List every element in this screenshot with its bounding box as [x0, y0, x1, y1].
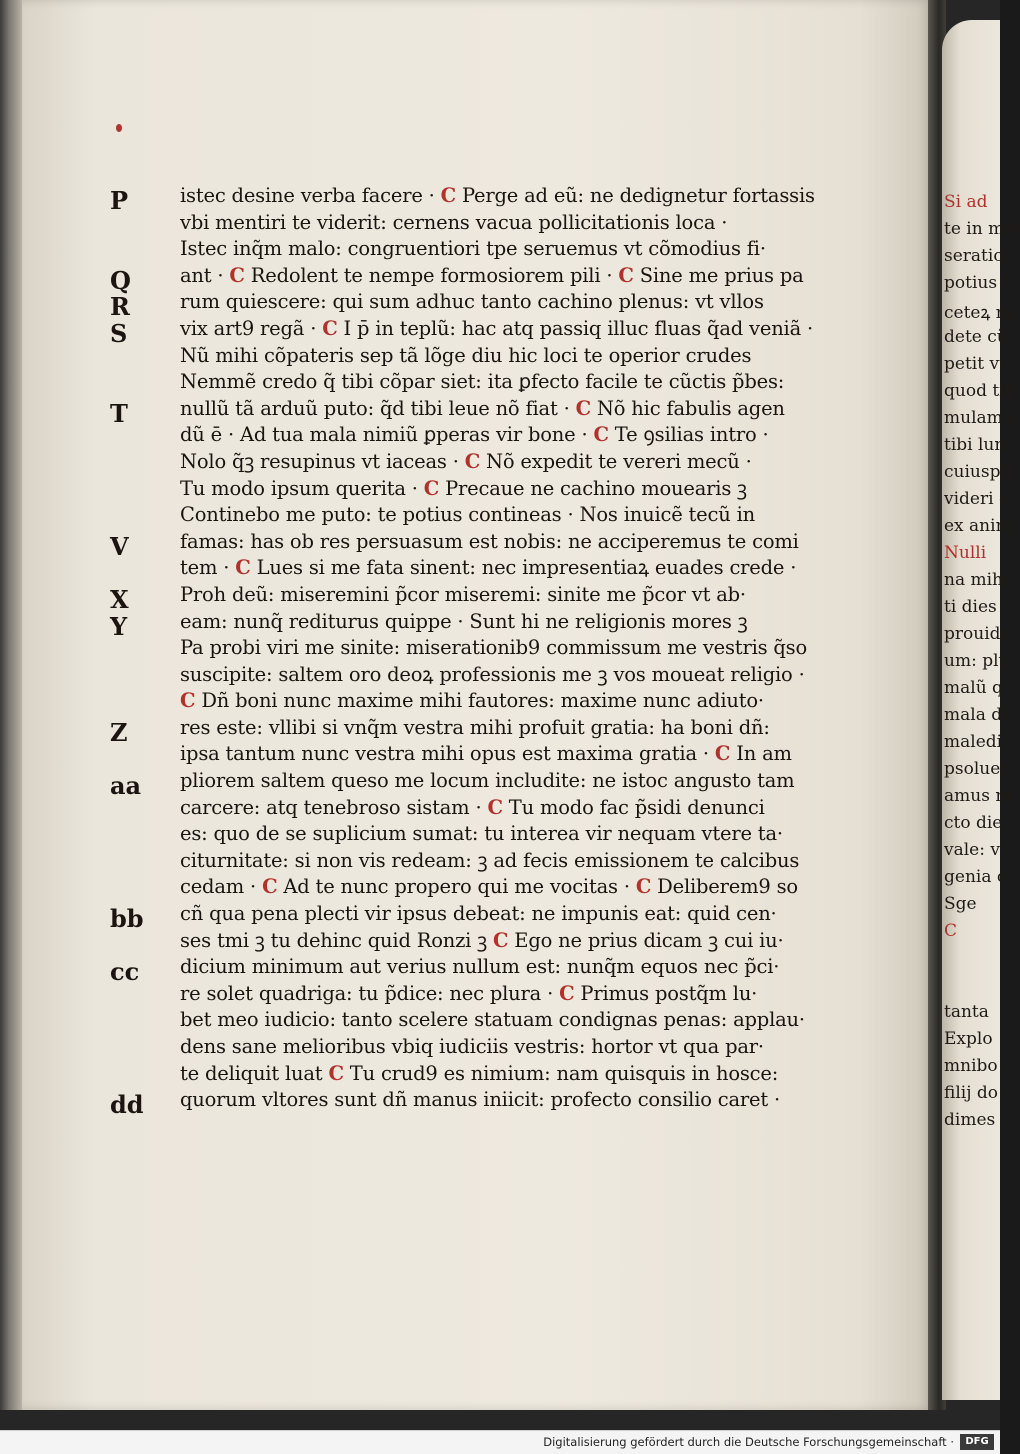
rubric-mark: C	[423, 476, 440, 500]
margin-letter: dd	[110, 1090, 144, 1120]
text-line	[180, 1007, 855, 1034]
text-line	[180, 954, 855, 981]
facing-page-fragment: mulam c	[944, 408, 1018, 428]
text-line	[180, 901, 855, 928]
text-segment: ant ·	[180, 263, 230, 287]
rubric-mark: C	[235, 556, 251, 580]
text-line	[180, 210, 855, 237]
footer-bar	[0, 1430, 1000, 1454]
text-segment: I p̄ in teplũ: hac atq passiq illuc fluas q̃ad veniã ·	[337, 316, 814, 340]
facing-page-fragment: quod tib	[944, 381, 1016, 401]
text-line	[180, 874, 855, 901]
text-segment: Sine me prius pa	[633, 263, 804, 287]
text-segment: In am	[730, 742, 792, 766]
main-text-block	[180, 183, 855, 1114]
rubric-mark: C	[322, 316, 338, 340]
text-segment: famas: has ob res persuasum est nobis: ne acciperemus te comi	[180, 529, 799, 553]
text-segment: eam: nunq̃ rediturus quippe · Sunt hi ne religionis mores ꝫ	[180, 609, 748, 633]
text-segment: istec desine verba facere ·	[180, 184, 441, 207]
rubric-mark: C	[559, 981, 575, 1005]
text-line	[180, 635, 855, 662]
text-line	[180, 981, 855, 1008]
rubric-mark: C	[487, 795, 503, 819]
margin-letter: bb	[110, 904, 144, 934]
margin-letter: R	[110, 292, 130, 322]
facing-page-fragment: dete cũ	[944, 327, 1008, 347]
margin-letter: Y	[110, 611, 128, 641]
text-segment: Te ꝯsilias intro ·	[608, 423, 769, 447]
text-segment: Lues si me fata sinent: nec impresentiaꝝ euades crede ·	[250, 556, 797, 580]
facing-page-fragment: seratio:	[944, 246, 1010, 266]
facing-page-fragment: genia c	[944, 867, 1007, 887]
text-segment: dicium minimum aut verius nullum est: nunq̃m equos nec p̃ci·	[180, 955, 780, 979]
rubric-mark: C	[464, 449, 481, 473]
text-segment: bet meo iudicio: tanto scelere statuam condignas penas: applau·	[180, 1008, 805, 1032]
text-line	[180, 715, 855, 742]
text-segment: rum quiescere: qui sum adhuc tanto cachino plenus: vt vllos	[180, 290, 764, 314]
text-line	[180, 236, 855, 263]
text-line	[180, 369, 855, 396]
facing-page-fragment: vale: v	[944, 840, 1000, 860]
margin-letter: S	[110, 319, 128, 348]
text-line	[180, 662, 855, 689]
text-line	[180, 1034, 855, 1061]
facing-page-fragment: amus m	[944, 786, 1012, 806]
text-segment: Deliberem9 so	[651, 875, 798, 899]
facing-page-fragment: Nulli	[944, 543, 987, 563]
facing-page-fragment: cuiuspia	[944, 462, 1017, 482]
facing-page-edge	[942, 20, 1020, 1400]
text-segment: Ad te nunc propero qui me vocitas ·	[277, 875, 636, 899]
margin-letter: Q	[110, 265, 131, 295]
rubric-mark: C	[440, 184, 456, 207]
text-line	[180, 396, 855, 423]
facing-page-fragment: potius f	[944, 273, 1009, 293]
red-ink-mark	[116, 124, 122, 132]
facing-page-fragment: mnibo	[944, 1056, 998, 1076]
text-line	[180, 449, 855, 476]
book-edge	[0, 0, 22, 1410]
text-segment: Tu crud9 es nimium: nam quisquis in hosce:	[343, 1061, 779, 1085]
facing-page-fragment: prouide	[944, 624, 1011, 644]
text-line	[180, 582, 855, 609]
text-segment: Redolent te nempe formosiorem pili ·	[244, 263, 619, 287]
text-segment: Nõ expedit te vereri mecũ ·	[480, 449, 752, 473]
text-segment: ses tmi ꝫ tu dehinc quid Ronzi ꝫ	[180, 928, 493, 952]
footer-credit: Digitalisierung gefördert durch die Deutsche Forschungsgemeinschaft ·	[543, 1435, 954, 1449]
text-segment: citurnitate: si non vis redeam: ꝫ ad fecis emissionem te calcibus	[180, 848, 800, 872]
rubric-mark: C	[593, 423, 609, 447]
facing-page-fragment: Si ad	[944, 192, 988, 212]
margin-letter: V	[110, 531, 129, 561]
text-segment: re solet quadriga: tu p̃dice: nec plura ·	[180, 981, 560, 1005]
dfg-logo: DFG	[960, 1434, 994, 1450]
facing-page-fragment: ex anim	[944, 516, 1012, 536]
margin-letter: X	[110, 585, 129, 614]
text-segment: cedam ·	[180, 875, 263, 899]
rubric-mark: C	[714, 742, 731, 766]
facing-page-fragment: Explo	[944, 1029, 993, 1049]
facing-page-fragment: dimes	[944, 1110, 996, 1130]
text-segment: Nolo q̃ꝫ resupinus vt iaceas ·	[180, 449, 465, 473]
text-line	[180, 741, 855, 768]
text-segment: nullũ tã arduũ puto: q̃d tibi leue nõ fiat ·	[180, 396, 576, 420]
text-segment: Nũ mihi cõpateris sep tã lõge diu hic loci te operior crudes	[180, 343, 752, 367]
facing-page-fragment: psoluer	[944, 759, 1009, 779]
rubric-mark: C	[229, 263, 245, 287]
text-segment: Tu modo ipsum querita ·	[180, 476, 424, 500]
text-segment: Perge ad eũ: ne dedignetur fortassis	[455, 184, 815, 207]
text-line	[180, 1061, 855, 1088]
text-segment: Nõ hic fabulis agen	[590, 396, 785, 420]
rubric-mark: C	[492, 928, 509, 952]
text-segment: suscipite: saltem oro deoꝝ professionis me ꝫ vos moueat religio ·	[180, 662, 805, 686]
text-line	[180, 768, 855, 795]
margin-letter: cc	[110, 957, 140, 987]
rubric-mark: C	[618, 263, 634, 287]
facing-page-fragment: te in mal	[944, 219, 1020, 239]
text-line	[180, 529, 855, 556]
facing-page-fragment: um: plu	[944, 651, 1010, 671]
text-segment: Proh deũ: miseremini p̃cor miseremi: sinite me p̃cor vt ab·	[180, 582, 746, 606]
rubric-mark: C	[575, 396, 591, 420]
text-line	[180, 688, 855, 715]
facing-page-fragment: ti dies	[944, 597, 997, 617]
rubric-mark: C	[180, 689, 196, 713]
facing-page-fragment: C	[944, 921, 958, 941]
facing-page-fragment: mala di	[944, 705, 1008, 725]
margin-letter: aa	[110, 771, 142, 801]
text-segment: Dñ boni nunc maxime mihi fautores: maxime nunc adiuto·	[195, 689, 764, 713]
text-line	[180, 183, 855, 210]
facing-page-fragment: petit vt	[944, 354, 1006, 374]
text-segment: cñ qua pena plecti vir ipsus debeat: ne impunis eat: quid cen·	[180, 902, 777, 926]
text-line	[180, 476, 855, 503]
text-line	[180, 609, 855, 636]
margin-letter: T	[110, 398, 128, 428]
text-segment: es: quo de se suplicium sumat: tu interea vir nequam vtere ta·	[180, 822, 783, 846]
facing-page-fragment: cto die	[944, 813, 1003, 833]
text-segment: Istec inq̃m malo: congruentiori tpe seruemus vt cõmodius fi·	[180, 237, 766, 261]
text-line	[180, 1087, 855, 1114]
margin-letter: Z	[110, 718, 128, 747]
facing-page-fragment: tanta	[944, 1002, 989, 1022]
text-segment: ipsa tantum nunc vestra mihi opus est maxima gratia ·	[180, 742, 715, 766]
text-line	[180, 848, 855, 875]
text-segment: Ego ne prius dicam ꝫ cui iu·	[508, 928, 784, 952]
text-line	[180, 795, 855, 822]
text-segment: dens sane melioribus vbiq iudiciis vestris: hortor vt qua par·	[180, 1035, 764, 1058]
text-line	[180, 316, 855, 343]
text-segment: dũ ē · Ad tua mala nimiũ ꝑperas vir bone ·	[180, 423, 594, 447]
text-line	[180, 422, 855, 449]
text-line	[180, 263, 855, 290]
margin-letter: P	[110, 186, 129, 215]
facing-page-fragment: filij do	[944, 1083, 999, 1103]
facing-page-fragment: ceteꝝ re	[944, 303, 1014, 323]
text-line	[180, 821, 855, 848]
text-line	[180, 289, 855, 316]
text-line	[180, 343, 855, 370]
text-segment: quorum vltores sunt dñ manus iniicit: profecto consilio caret ·	[180, 1088, 781, 1112]
text-segment: pliorem saltem queso me locum includite: ne istoc angusto tam	[180, 769, 795, 793]
text-line	[180, 928, 855, 955]
text-segment: Pa probi viri me sinite: miserationib9 commissum me vestris q̃so	[180, 636, 808, 660]
facing-page-fragment: tibi lum	[944, 435, 1011, 455]
text-segment: Tu modo fac p̃sidi denunci	[502, 795, 765, 819]
facing-page-fragment: Sge	[944, 894, 977, 914]
text-segment: res este: vllibi si vnq̃m vestra mihi profuit gratia: ha boni dñ:	[180, 715, 770, 739]
rubric-mark: C	[635, 875, 652, 899]
text-line	[180, 502, 855, 529]
facing-page-fragment: malũ q	[944, 678, 1003, 698]
text-segment: carcere: atq tenebroso sistam ·	[180, 795, 488, 819]
text-segment: Primus postq̃m lu·	[574, 981, 758, 1005]
text-segment: vix art9 regã ·	[180, 316, 323, 340]
rubric-mark: C	[328, 1061, 344, 1085]
facing-page-fragment: na mihi	[944, 570, 1009, 590]
text-segment: Continebo me puto: te potius contineas · Nos inuicẽ tecũ in	[180, 503, 755, 527]
text-segment: tem ·	[180, 556, 236, 580]
facing-page-fragment: maledi	[944, 732, 1003, 752]
text-segment: te deliquit luat	[180, 1061, 329, 1085]
text-segment: vbi mentiri te viderit: cernens vacua pollicitationis loca ·	[180, 210, 728, 234]
text-segment: Precaue ne cachino mouearis ꝫ	[439, 476, 747, 500]
text-segment: Nemmẽ credo q̃ tibi cõpar siet: ita ꝑfecto facile te cũctis p̃bes:	[180, 370, 785, 394]
text-line	[180, 555, 855, 582]
facing-page-fragment: videri c	[944, 489, 1009, 509]
rubric-mark: C	[262, 875, 278, 899]
